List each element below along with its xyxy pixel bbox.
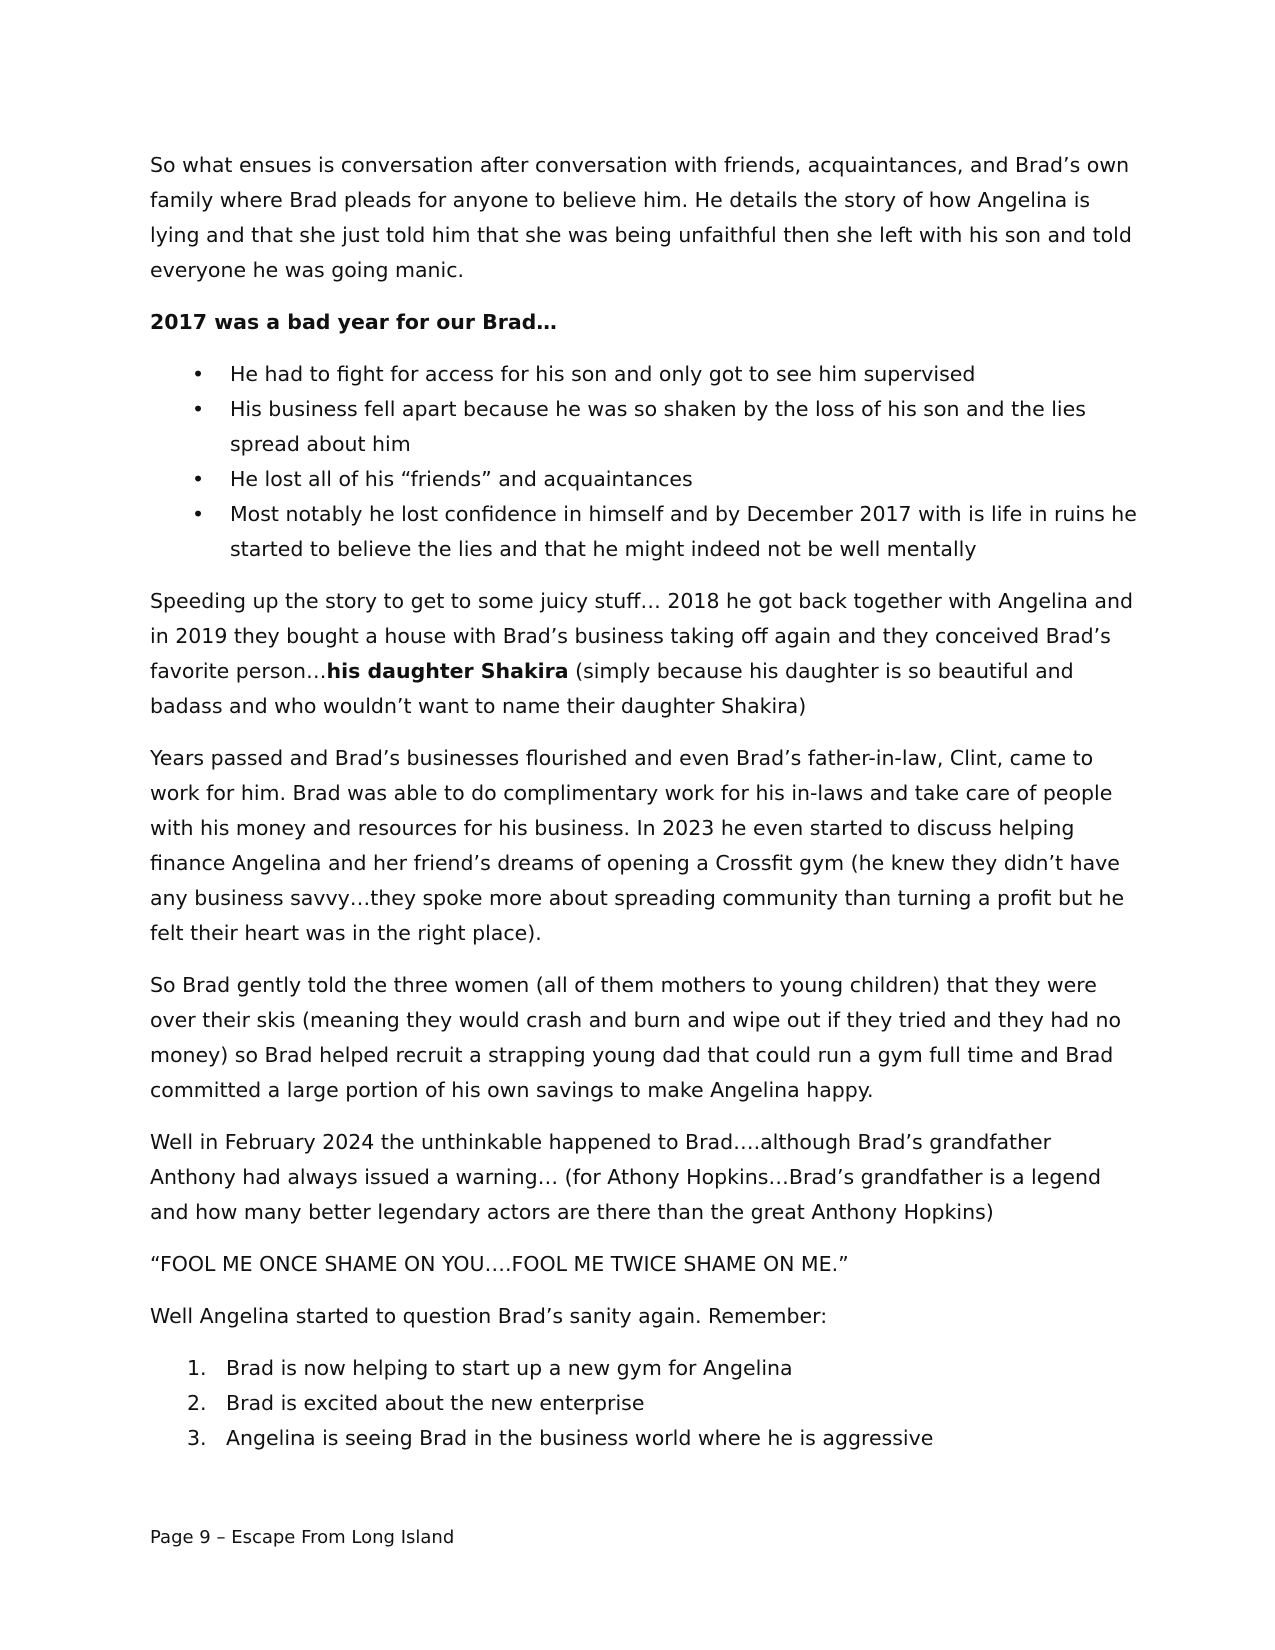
paragraph-speeding-up [150,584,1140,724]
numbered-item [187,1351,1140,1386]
paragraph-text: Speeding up the story to get to some juicy stuff… 2018 he got back together with Angelina and in 2019 they bought a house with Brad’s business taking off again and they conceived Brad’s favorite person… [150,589,1133,683]
paragraph-years-passed: Years passed and Brad’s businesses flourished and even Brad’s father-in-law, Clint, came to work for him. Brad was able to do complimentary work for his in-laws and take care of people with his money and resources for his business. In 2023 he even started to discuss helping finance Angelina and her friend’s dreams of opening a Crossfit gym (he knew they didn’t have any business savvy…they spoke more about spreading community than turning a profit but he felt their heart was in the right place). [150,746,1125,945]
list-number: 2. [187,1391,207,1415]
bullet-item: • Most notably he lost confidence in himself and by December 2017 with is life in ruins he started to believe the lies and that he might indeed not be well mentally [230,497,1140,567]
quote-line: “FOOL ME ONCE SHAME ON YOU….FOOL ME TWICE SHAME ON ME.” [150,1252,849,1276]
list-number: 3. [187,1426,207,1450]
list-text: Angelina is seeing Brad in the business world where he is aggressive [226,1426,934,1450]
section-heading: 2017 was a bad year for our Brad… [150,310,557,334]
numbered-item [187,1421,1140,1456]
page-footer: Page 9 – Escape From Long Island [150,1527,455,1548]
list-text: Brad is excited about the new enterprise [226,1391,645,1415]
paragraph-text: (simply because his daughter is so beautiful and badass and who wouldn’t want to name their daughter Shakira) [150,659,1074,718]
bullet-item: • He lost all of his “friends” and acquaintances [230,462,1140,497]
bullet-item: • His business fell apart because he was so shaken by the loss of his son and the lies spread about him [230,392,1140,462]
paragraph-february: Well in February 2024 the unthinkable happened to Brad….although Brad’s grandfather Anthony had always issued a warning… (for Athony Hopkins…Brad’s grandfather is a legend and how many better legendary actors are there than the great Anthony Hopkins) [150,1130,1101,1224]
paragraph-remember: Well Angelina started to question Brad’s sanity again. Remember: [150,1304,828,1328]
bold-phrase: his daughter Shakira [326,659,569,683]
bullet-item: • He had to fight for access for his son and only got to see him supervised [230,357,1140,392]
bullet-list [150,357,1140,567]
paragraph-intro: So what ensues is conversation after conversation with friends, acquaintances, and Brad’s own family where Brad pleads for anyone to believe him. He details the story of how Angelina is lying and that she just told him that she was being unfaithful then she left with his son and told everyone he was going manic. [150,153,1132,282]
numbered-item [187,1386,1140,1421]
list-text: Brad is now helping to start up a new gym for Angelina [226,1356,793,1380]
paragraph-gym: So Brad gently told the three women (all of them mothers to young children) that they were over their skis (meaning they would crash and burn and wipe out if they tried and they had no money) so Brad helped recruit a strapping young dad that could run a gym full time and Brad committed a large portion of his own savings to make Angelina happy. [150,973,1122,1102]
numbered-list [150,1351,1140,1456]
list-number: 1. [187,1356,207,1380]
page-body [150,148,1140,1456]
